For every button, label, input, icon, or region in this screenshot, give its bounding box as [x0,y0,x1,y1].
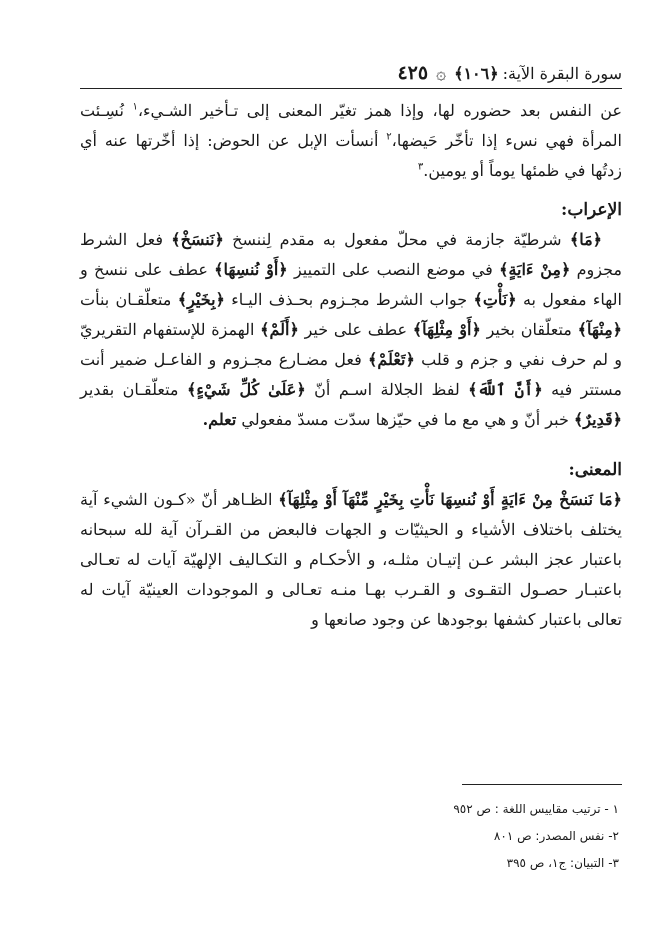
irab-text: متعلّقـان بقدير [80,380,187,399]
irab-quran-phrase: ﴿نَأْتِ﴾ [473,290,517,309]
footnote-rule [462,784,622,785]
footnotes [219,796,619,877]
irab-quran-phrase: ﴿عَلَىٰ كُلِّ شَيْءٍ﴾ [186,380,306,399]
footnote-ref-1: ١ [132,101,138,113]
irab-text: شرطيّة جازمة في محلّ مفعول به مقدم لِننسخ [223,230,570,249]
intro-text-b: نُسِـئت المرأة فهي نسء إذا تأخّر حَيضها، [80,101,622,150]
intro-text-c: أنسأت الإبل عن الحوض: إذا أخّرتها عنه أي زدتُها في ظمئها يوماً أو يومين. [80,131,622,180]
irab-text: الهمزة للإستفهام التقريريّ و لم حرف نفي و جزم و قلب [80,320,623,369]
irab-quran-phrase: ﴿تَعْلَمْ﴾ [368,350,415,369]
footnote-2: ٢- نفس المصدر: ص ٨٠١ [493,829,619,843]
irab-text: فعل الشرط مجزوم [80,230,623,279]
footnote-ref-3: ٣ [417,161,424,173]
irab-text: متعلّقـان بنأت [80,290,178,309]
page-number: ٤٢٥ [397,62,429,84]
irab-paragraph [80,225,622,435]
irab-quran-phrase: ﴿أَوْ نُنسِهَا﴾ [214,260,288,279]
irab-quran-phrase: ﴿نَنسَخْ﴾ [171,230,224,249]
footnote-ref-2: ٢ [386,131,392,143]
intro-paragraph [80,96,622,186]
irab-quran-phrase: ﴿أَوْ مِثْلِهَآ﴾ [412,320,481,339]
meaning-heading: المعنى: [568,460,622,480]
ornament-icon: ۞ [436,63,447,84]
irab-text: متعلّقان بخير [480,320,578,339]
meaning-quran-phrase: ﴿مَا نَنسَخْ مِنْ ءَايَةٍ أَوْ نُنسِهَا نَأْتِ بِخَيْرٍ مِّنْهَآ أَوْ مِثْلِهَآ﴾ [278,490,623,509]
intro-text-a: عن النفس بعد حضوره لها، وإذا همز تغيّر المعنى إلى تـأخير الشـيء، [137,101,623,120]
irab-quran-phrase: ﴿أَلَمْ﴾ [260,320,299,339]
main-text [80,96,622,635]
irab-text: جواب الشرط مجـزوم بحـذف اليـاء [224,290,474,309]
running-header [80,58,622,88]
irab-heading: الإعراب: [561,200,622,220]
meaning-paragraph [80,485,622,635]
irab-quran-phrase: ﴿قَدِيرٌ﴾ [573,410,622,429]
footnote-1: ١ - ترتيب مقاييس اللغة : ص ٩٥٢ [453,802,619,816]
irab-text: خبر أنّ و هي مع ما في حيّزها سدّت مسدّ مفعولي [236,410,574,429]
irab-quran-phrase: ﴿مِنْ ءَايَةٍ﴾ [499,260,571,279]
irab-quran-phrase: ﴿مَا﴾ [569,230,603,249]
irab-text: عطف على ننسخ و الهاء مفعول به [80,260,623,309]
irab-text: لفظ الجلالة اسـم أنّ [305,380,469,399]
irab-quran-phrase: ﴿أَنَّ ٱللَّهَ﴾ [468,380,543,399]
irab-quran-phrase: تعلم. [202,410,237,429]
irab-text: عطف على خير [298,320,413,339]
irab-text: فعل مضـارع مجـزوم و الفاعـل ضمير أنت مستتر فيه [80,350,622,399]
ayah-reference: ﴿١٠٦﴾ [454,63,499,83]
surah-label: سورة البقرة الآية: [502,63,622,83]
footnote-3: ٣- التبيان: ج١، ص ٣٩٥ [506,856,619,870]
irab-quran-phrase: ﴿مِنْهَآ﴾ [577,320,623,339]
header-rule [80,88,622,89]
meaning-text: الظـاهر أنّ «كـون الشيء آية يختلف باختلاف الأشياء و الحيثيّات و الجهات فالبعض من القـرآن آية لله سبحانه باعتبار عجز البشر عـن إتيـان مثلـه، و الأحكـام و التكـاليف الإلهيّة آيات له تعـالى باعتبـار حصـول التقـوى و القـرب بهـا منـه تعـالى و الموجودات العينيّة آيات له تعالى باعتبار كشفها بوجودها عن وجود صانعها و [80,490,622,629]
irab-quran-phrase: ﴿بِخَيْرٍ﴾ [177,290,225,309]
irab-text: في موضع النصب على التمييز [287,260,500,279]
